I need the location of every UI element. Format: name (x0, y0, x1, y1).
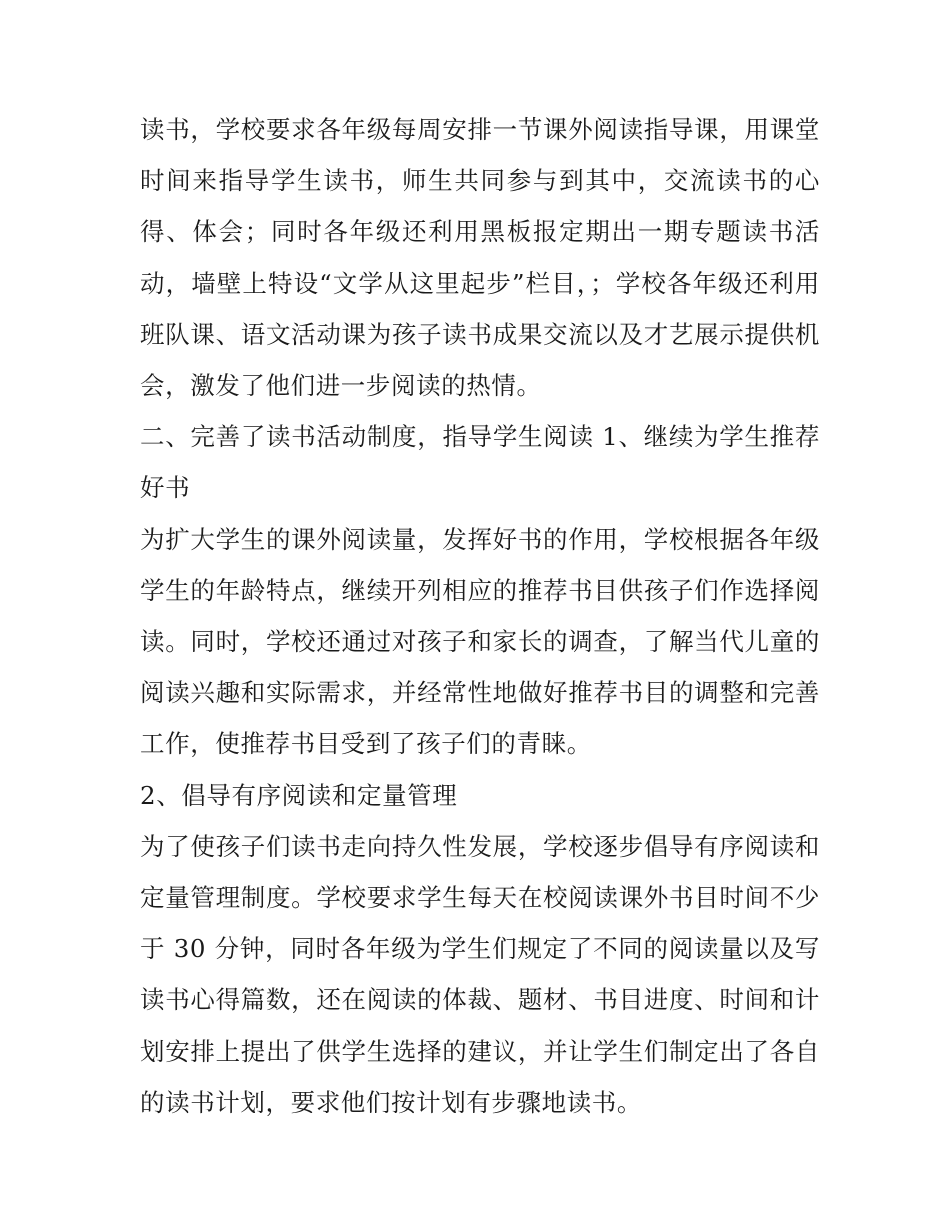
document-body (140, 104, 820, 1128)
paragraph-quantitative-management: 为了使孩子们读书走向持久性发展，学校逐步倡导有序阅读和定量管理制度。学校要求学生每天在校阅读课外书目时间不少于 30 分钟，同时各年级为学生们规定了不同的阅读量以及写读书心得篇数，还在阅读的体裁、题材、书目进度、时间和计划安排上提出了供学生选择的建议，并让学生们制定出了各自的读书计划，要求他们按计划有步骤地读书。 (140, 831, 820, 1117)
section-heading-reading-system: 二、完善了读书活动制度，指导学生阅读 1、继续为学生推荐好书 (140, 422, 820, 503)
subheading-orderly-reading: 2、倡导有序阅读和定量管理 (140, 780, 458, 810)
paragraph-recommend-books: 为扩大学生的课外阅读量，发挥好书的作用，学校根据各年级学生的年龄特点，继续开列相应的推荐书目供孩子们作选择阅读。同时，学校还通过对孩子和家长的调查，了解当代儿童的阅读兴趣和实际需求，并经常性地做好推荐书目的调整和完善工作，使推荐书目受到了孩子们的青睐。 (140, 524, 820, 759)
paragraph-reading-guidance: 读书，学校要求各年级每周安排一节课外阅读指导课，用课堂时间来指导学生读书，师生共同参与到其中，交流读书的心得、体会；同时各年级还利用黑板报定期出一期专题读书活动，墙壁上特设“文学从这里起步”栏目，；学校各年级还利用班队课、语文活动课为孩子读书成果交流以及才艺展示提供机会，激发了他们进一步阅读的热情。 (140, 115, 820, 401)
